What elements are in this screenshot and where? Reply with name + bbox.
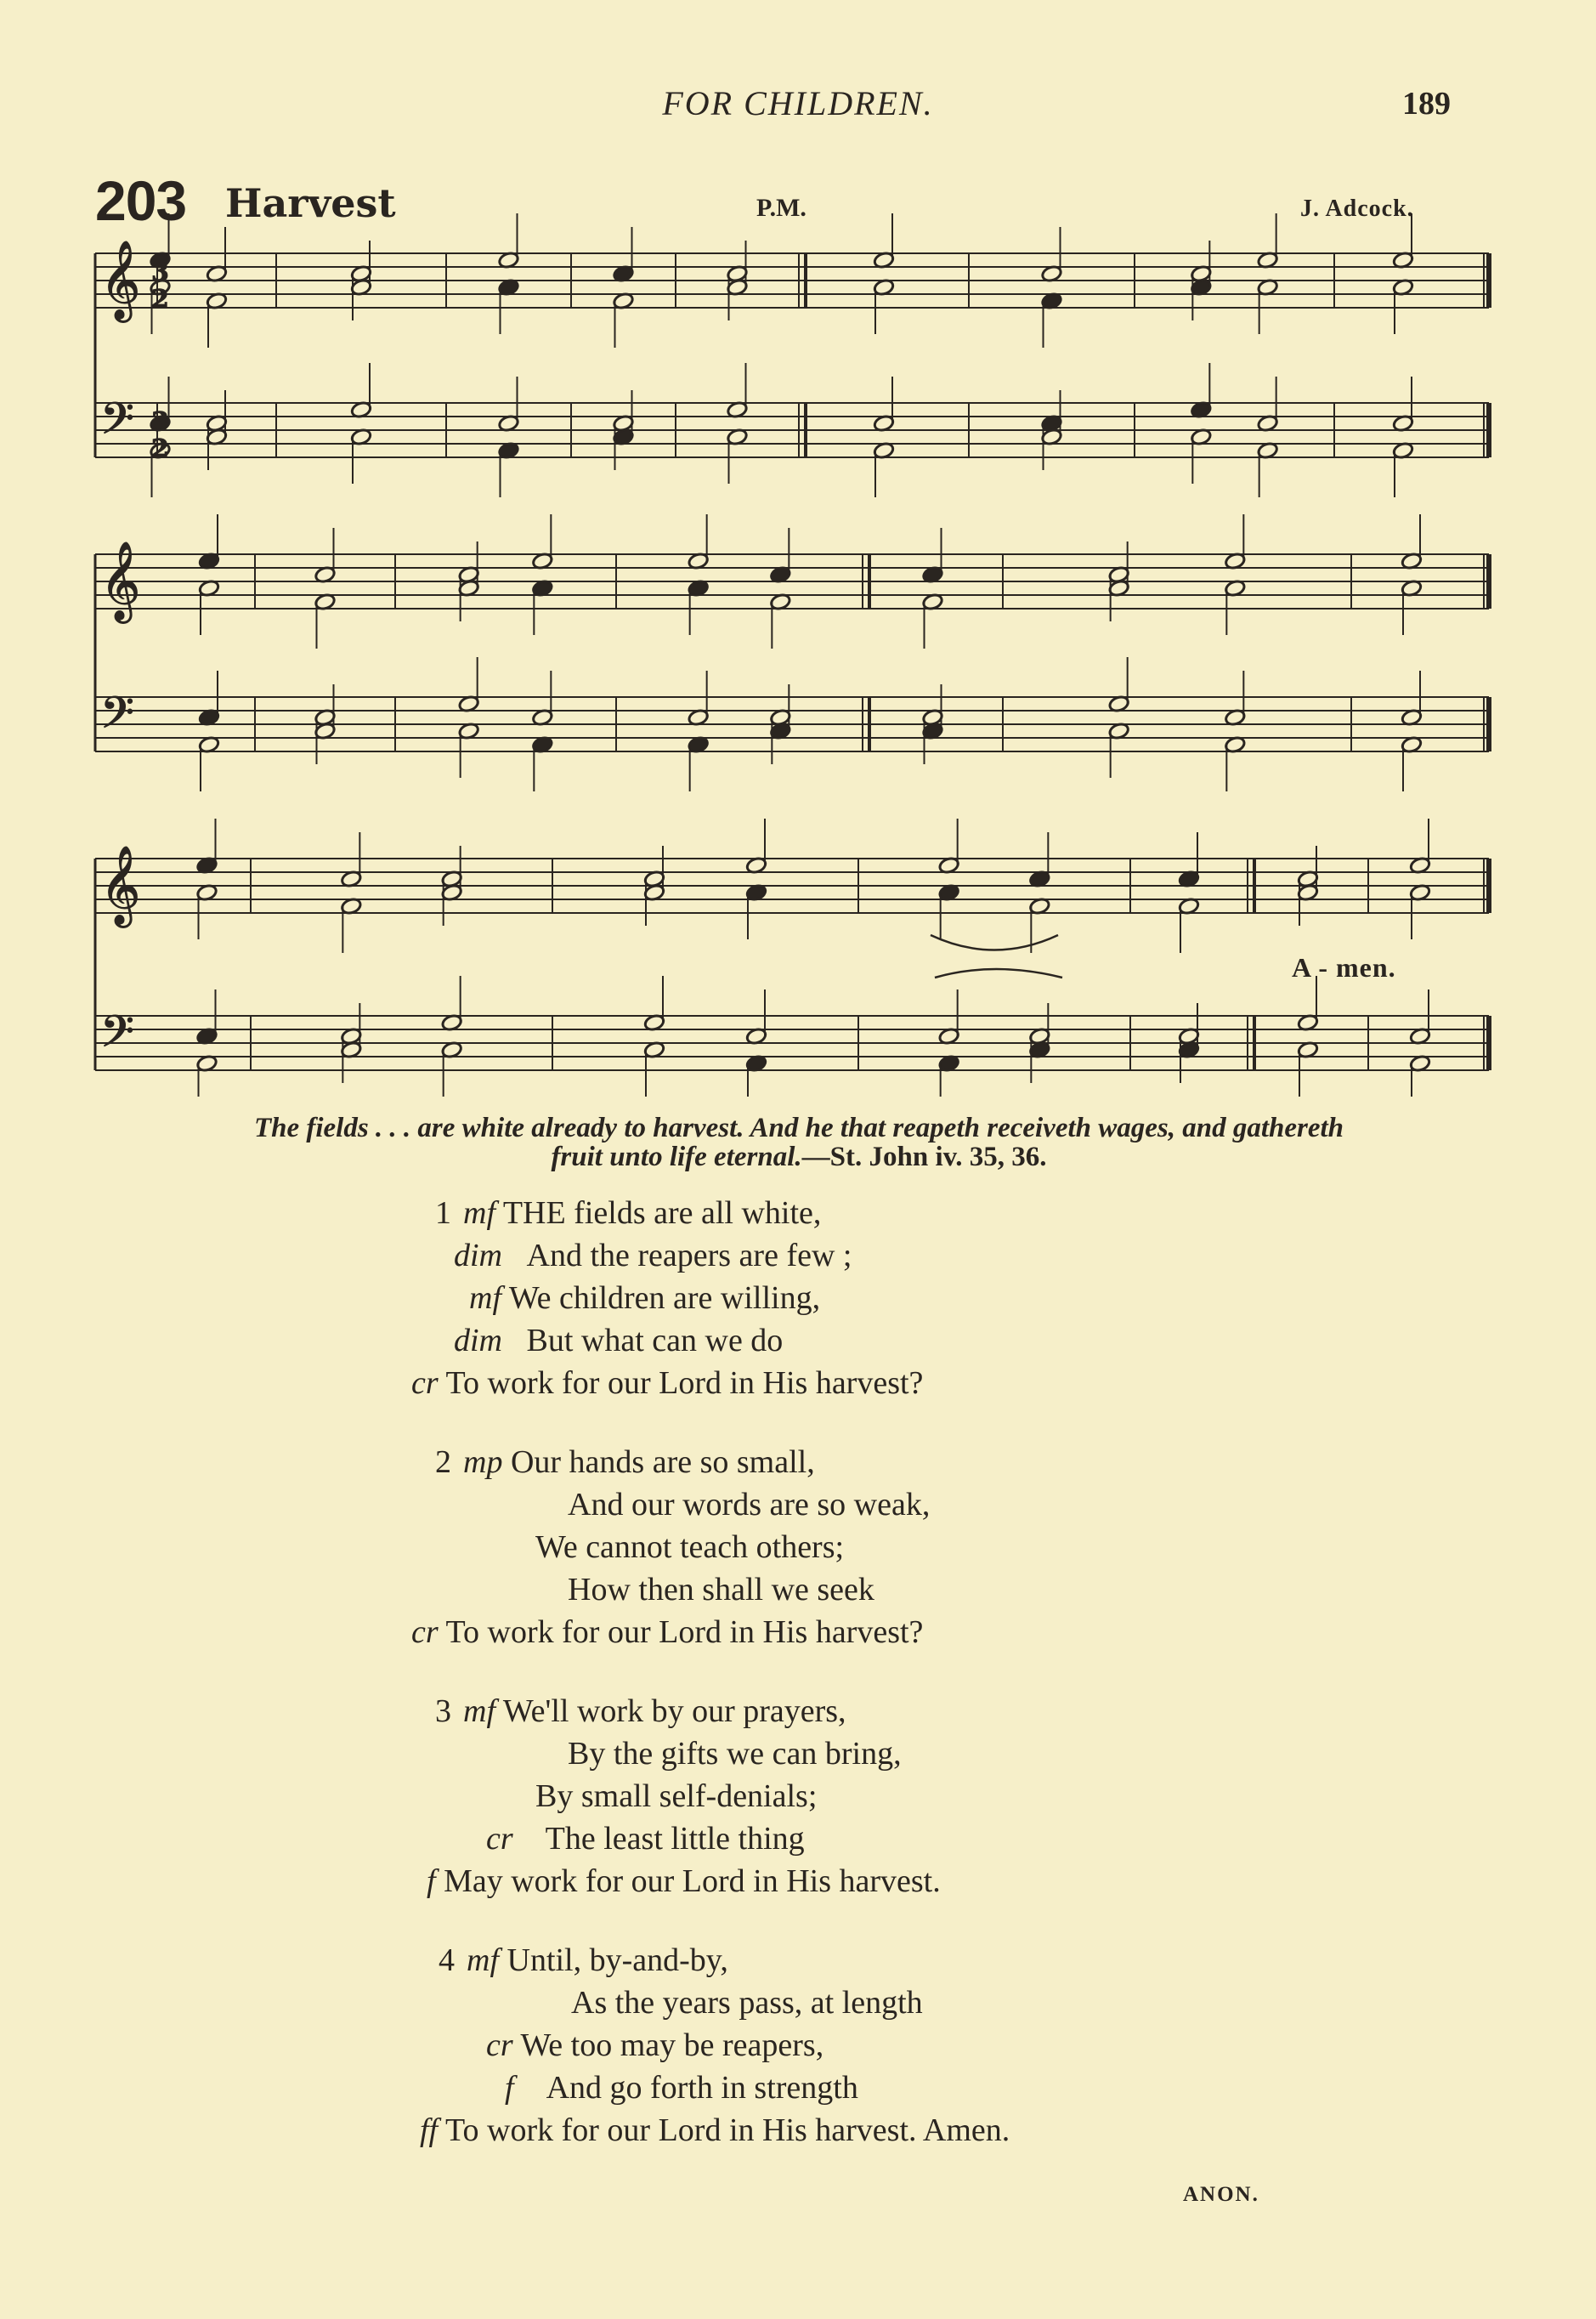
dynamic-mark: dim: [454, 1238, 502, 1273]
dynamic-mark: cr: [411, 1614, 439, 1650]
amen-lyric: A - men.: [1292, 952, 1396, 983]
verse-text: And go forth in strength: [546, 2070, 858, 2106]
dynamic-mark: mf: [463, 1195, 495, 1231]
dynamic-mark: mf: [469, 1280, 501, 1316]
verse-line: [454, 1237, 852, 1274]
verse-line: [427, 1863, 941, 1900]
scripture-text-1: The fields . . . are white already to harvest. And he that reapeth receiveth wages, and gathereth: [253, 1113, 1344, 1143]
verse-text: The least little thing: [545, 1821, 805, 1857]
verse-text: May work for our Lord in His harvest.: [444, 1863, 941, 1899]
verse-text: As the years pass, at length: [571, 1985, 923, 2021]
dynamic-mark: f: [505, 2070, 514, 2106]
verse-text: And our words are so weak,: [568, 1487, 931, 1522]
running-head: FOR CHILDREN.: [662, 84, 934, 122]
verse-text: To work for our Lord in His harvest?: [445, 1365, 924, 1401]
verse-line: [454, 1322, 783, 1359]
verse-line: [469, 1279, 820, 1317]
hymn-number: 203: [95, 169, 187, 232]
dynamic-mark: cr: [411, 1365, 439, 1401]
verse-number: 1: [435, 1195, 451, 1231]
composer: J. Adcock.: [1300, 196, 1414, 222]
verse-line: [411, 1364, 923, 1402]
treble-clef: 𝄞: [100, 845, 141, 924]
verse-text: We cannot teach others;: [535, 1529, 845, 1565]
verse-text: By small self-denials;: [535, 1778, 818, 1814]
dynamic-mark: cr: [486, 2027, 513, 2063]
verse-text: To work for our Lord in His harvest?: [445, 1614, 924, 1650]
verse-line: [439, 1942, 728, 1979]
hymn-author: ANON.: [1183, 2183, 1259, 2206]
dynamic-mark: mf: [463, 1693, 495, 1729]
music-score: [0, 0, 1596, 1097]
treble-clef: 𝄞: [100, 240, 141, 319]
hymn-title: Harvest: [225, 180, 396, 226]
dynamic-mark: cr: [486, 1821, 513, 1857]
bass-clef: 𝄢: [100, 687, 134, 749]
verse-text: We children are willing,: [508, 1280, 821, 1316]
verse-text: And the reapers are few ;: [526, 1238, 852, 1273]
page-number: 189: [1402, 86, 1451, 122]
verse-line: [486, 2027, 823, 2064]
dynamic-mark: f: [427, 1863, 436, 1899]
time-signature-top: 3: [151, 258, 169, 287]
verse-line: [571, 1984, 923, 2021]
verse-line: [568, 1735, 902, 1772]
verse-text: To work for our Lord in His harvest. Amen.: [444, 2112, 1010, 2148]
verse-line: [535, 1778, 817, 1815]
tie-curve: [931, 935, 1058, 950]
scripture-reference: —St. John iv. 35, 36.: [801, 1142, 1047, 1172]
verse-line: [568, 1571, 874, 1608]
scripture-quote: [51, 1114, 1547, 1171]
verse-text: But what can we do: [526, 1323, 784, 1358]
verse-line: [435, 1692, 846, 1730]
verse-line: [435, 1194, 821, 1232]
verse-text: Until, by-and-by,: [507, 1942, 728, 1978]
verse-text: THE fields are all white,: [502, 1195, 822, 1231]
verse-line: [486, 1820, 805, 1857]
verse-text: By the gifts we can bring,: [568, 1736, 902, 1772]
verse-text: Our hands are so small,: [510, 1444, 815, 1480]
verse-line: [411, 1613, 923, 1651]
verse-line: [420, 2112, 1010, 2149]
verse-line: [505, 2069, 858, 2106]
verse-line: [435, 1443, 815, 1481]
verse-text: How then shall we seek: [568, 1572, 874, 1607]
scripture-text-2: fruit unto life eternal.: [551, 1142, 802, 1172]
verse-text: We too may be reapers,: [520, 2027, 824, 2063]
dynamic-mark: mf: [467, 1942, 499, 1978]
verse-line: [568, 1486, 930, 1523]
treble-clef: 𝄞: [100, 541, 141, 620]
time-signature-bottom: 2: [151, 285, 169, 315]
dynamic-mark: dim: [454, 1323, 502, 1358]
tie-curve: [935, 969, 1062, 978]
verse-number: 3: [435, 1693, 451, 1729]
dynamic-mark: mp: [463, 1444, 503, 1480]
time-signature-bottom: 2: [151, 434, 169, 464]
hymn-meter: P.M.: [756, 194, 806, 222]
bass-clef: 𝄢: [100, 1006, 134, 1068]
verse-number: 2: [435, 1444, 451, 1480]
verse-number: 4: [439, 1942, 455, 1978]
verse-line: [535, 1528, 844, 1566]
bass-clef: 𝄢: [100, 393, 134, 455]
dynamic-mark: ff: [420, 2112, 439, 2148]
verse-text: We'll work by our prayers,: [502, 1693, 846, 1729]
time-signature-top: 3: [151, 407, 169, 437]
